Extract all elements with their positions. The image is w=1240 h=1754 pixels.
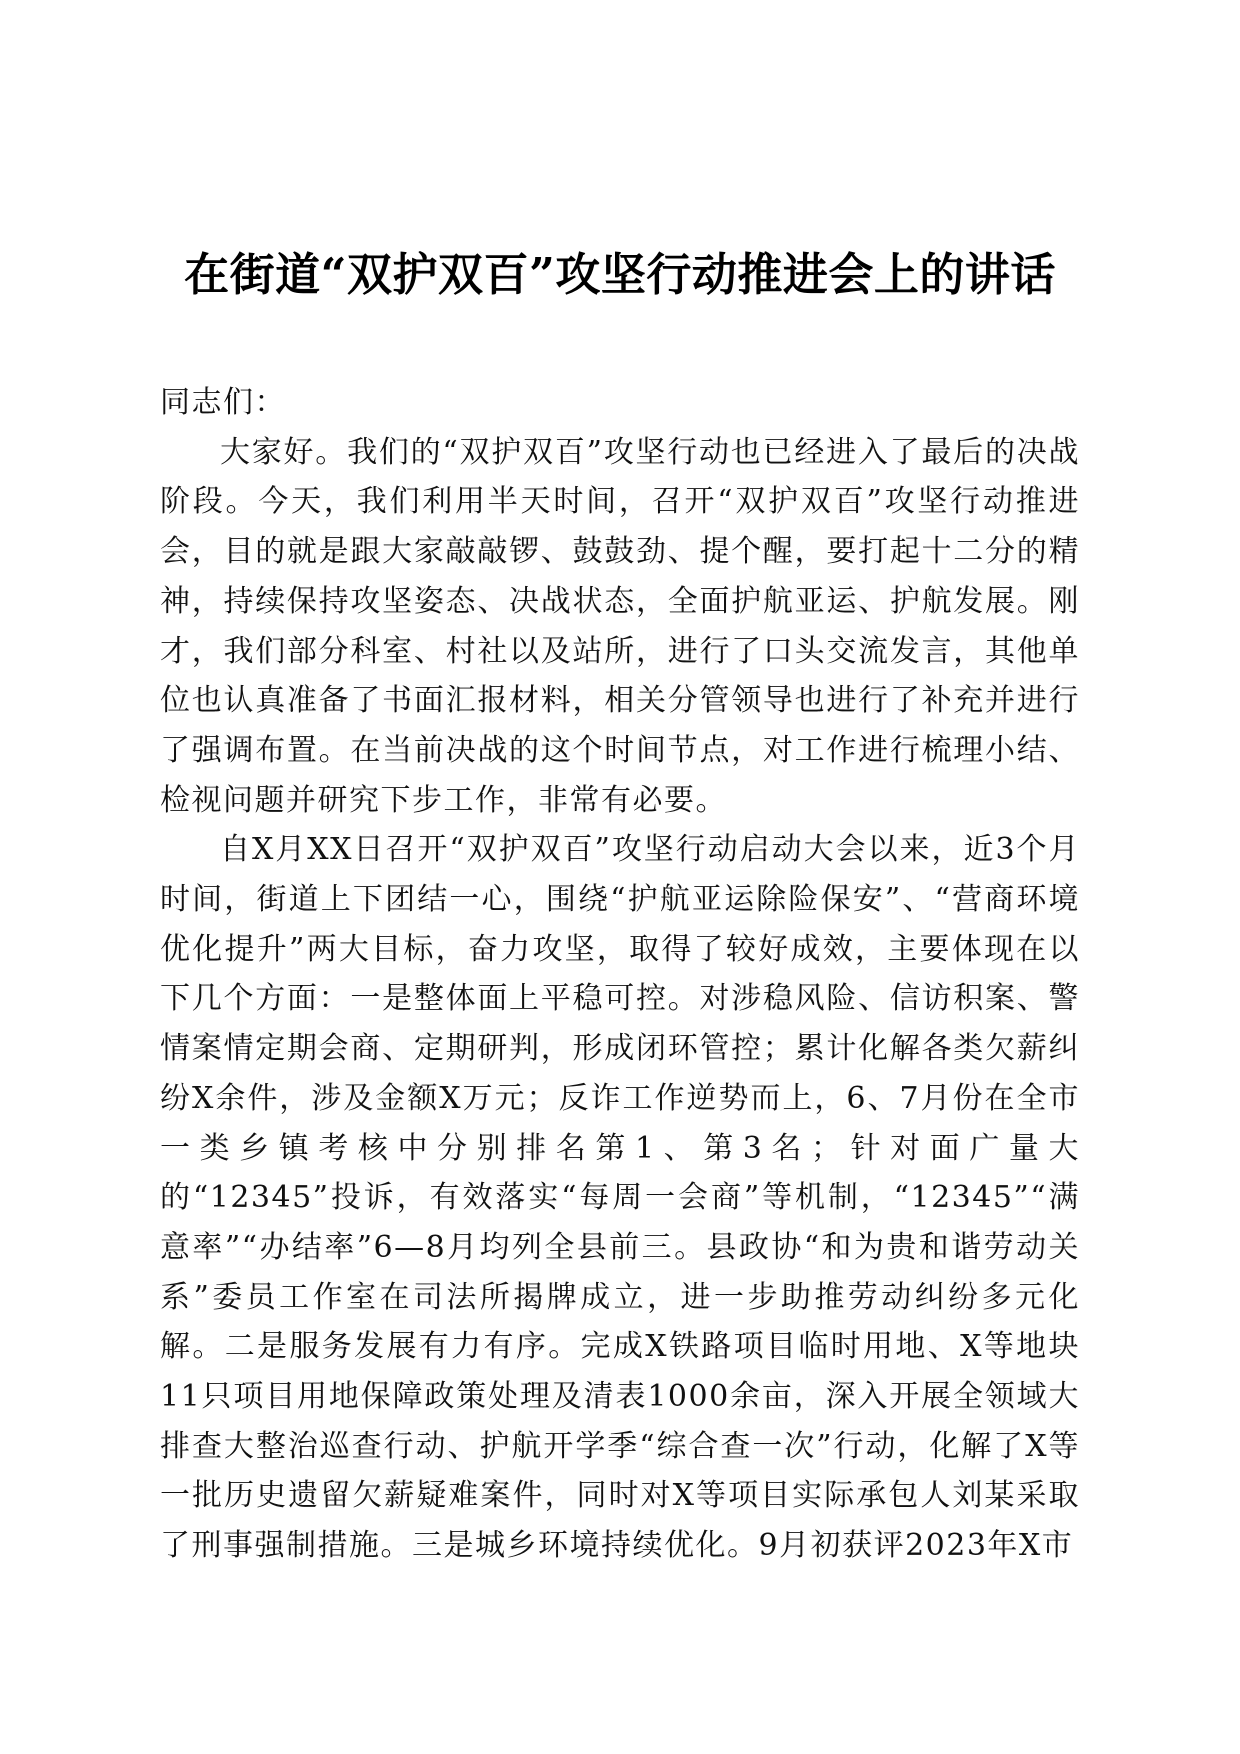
document-body (160, 378, 1080, 1571)
salutation: 同志们： (160, 385, 286, 420)
paragraph-achievements: 自X月XX日召开“双护双百”攻坚行动启动大会以来，近3个月时间，街道上下团结一心，围绕“护航亚运除险保安”、“营商环境优化提升”两大目标，奋力攻坚，取得了较好成效，主要体现在以下几个方面：一是整体面上平稳可控。对涉稳风险、信访积案、警情案情定期会商、定期研判，形成闭环管控；累计化解各类欠薪纠纷X余件，涉及金额X万元；反诈工作逆势而上，6、7月份在全市一类乡镇考核中分别排名第1、第3名；针对面广量大的“12345”投诉，有效落实“每周一会商”等机制，“12345”“满意率”“办结率”6—8月均列全县前三。县政协“和为贵和谐劳动关系”委员工作室在司法所揭牌成立，进一步助推劳动纠纷多元化解。二是服务发展有力有序。完成X铁路项目临时用地、X等地块11只项目用地保障政策处理及清表1000余亩，深入开展全领域大排查大整治巡查行动、护航开学季“综合查一次”行动，化解了X等一批历史遗留欠薪疑难案件，同时对X等项目实际承包人刘某采取了刑事强制措施。三是城乡环境持续优化。9月初获评2023年X市 (160, 832, 1080, 1564)
document-page (160, 240, 1080, 1571)
document-title: 在街道“双护双百”攻坚行动推进会上的讲话 (184, 248, 1056, 301)
paragraph-opening: 大家好。我们的“双护双百”攻坚行动也已经进入了最后的决战阶段。今天，我们利用半天时间，召开“双护双百”攻坚行动推进会，目的就是跟大家敲敲锣、鼓鼓劲、提个醒，要打起十二分的精神，持续保持攻坚姿态、决战状态，全面护航亚运、护航发展。刚才，我们部分科室、村社以及站所，进行了口头交流发言，其他单位也认真准备了书面汇报材料，相关分管领导也进行了补充并进行了强调布置。在当前决战的这个时间节点，对工作进行梳理小结、检视问题并研究下步工作，非常有必要。 (160, 434, 1080, 818)
